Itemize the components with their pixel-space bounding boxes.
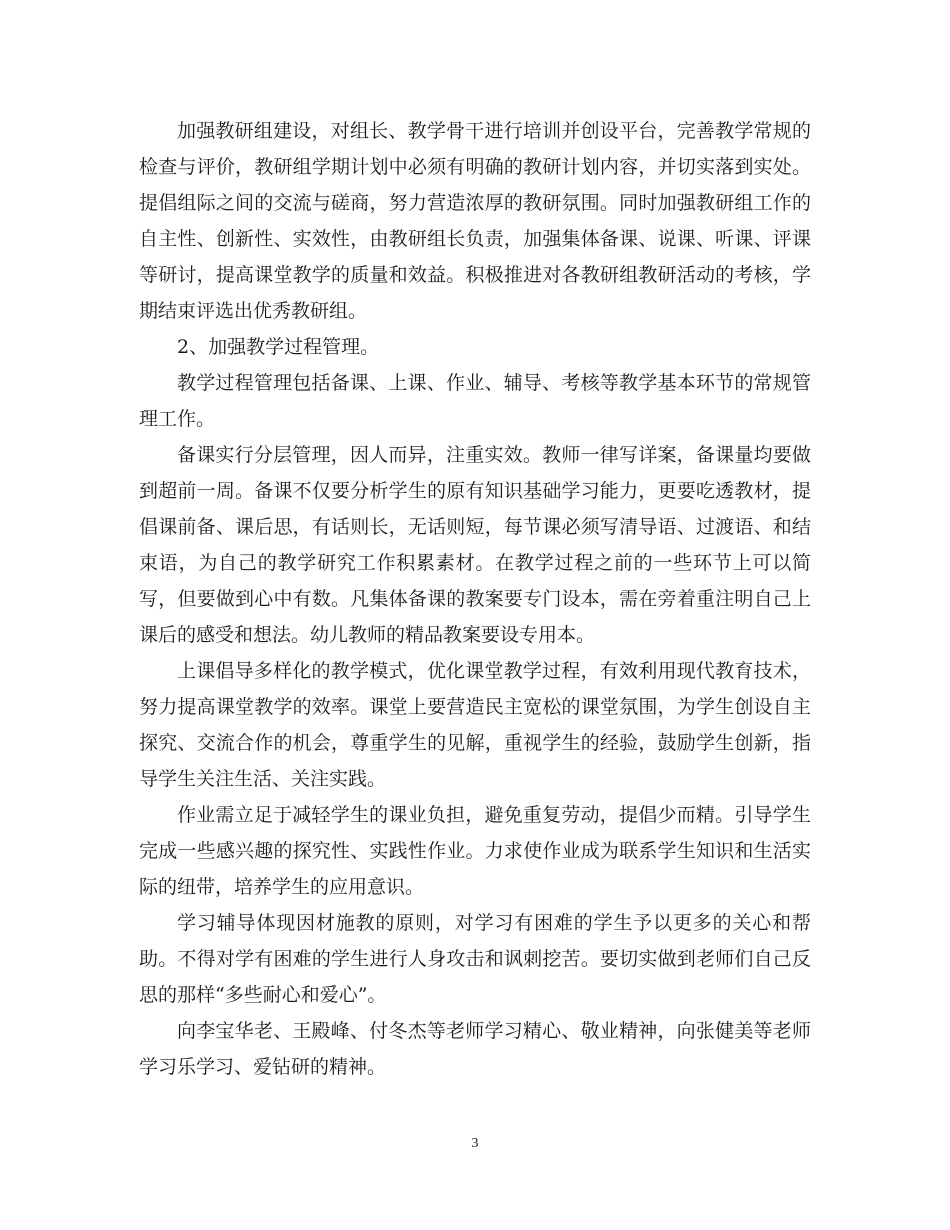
paragraph-learn-from-teachers: 向李宝华老、王殿峰、付冬杰等老师学习精心、敬业精神，向张健美等老师学习乐学习、爱钻研的精神。: [139, 1020, 811, 1078]
paragraph-homework: 作业需立足于减轻学生的课业负担，避免重复劳动，提倡少而精。引导学生完成一些感兴趣的探究性、实践性作业。力求使作业成为联系学生知识和生活实际的纽带，培养学生的应用意识。: [139, 804, 811, 898]
document-body: [139, 113, 811, 1085]
paragraph-classroom-teaching: 上课倡导多样化的教学模式，优化课堂教学过程，有效利用现代教育技术，努力提高课堂教学的效率。课堂上要营造民主宽松的课堂氛围，为学生创设自主探究、交流合作的机会，尊重学生的见解，重视学生的经验，鼓励学生创新，指导学生关注生活、关注实践。: [139, 660, 811, 790]
paragraph-teaching-research-group: 加强教研组建设，对组长、教学骨干进行培训并创设平台，完善教学常规的检查与评价，教研组学期计划中必须有明确的教研计划内容，并切实落到实处。提倡组际之间的交流与磋商，努力营造浓厚的教研氛围。同时加强教研组工作的自主性、创新性、实效性，由教研组长负责，加强集体备课、说课、听课、评课等研讨，提高课堂教学的质量和效益。积极推进对各教研组教研活动的考核，学期结束评选出优秀教研组。: [139, 120, 811, 322]
paragraph-process-management-scope: 教学过程管理包括备课、上课、作业、辅导、考核等教学基本环节的常规管理工作。: [139, 372, 811, 430]
paragraph-lesson-preparation: 备课实行分层管理，因人而异，注重实效。教师一律写详案，备课量均要做到超前一周。备课不仅要分析学生的原有知识基础学习能力，更要吃透教材，提倡课前备、课后思，有话则长，无话则短，每节课必须写清导语、过渡语、和结束语，为自己的教学研究工作积累素材。在教学过程之前的一些环节上可以简写，但要做到心中有数。凡集体备课的教案要专门设本，需在旁着重注明自己上课后的感受和想法。幼儿教师的精品教案要设专用本。: [139, 444, 811, 646]
paragraph-tutoring: 学习辅导体现因材施教的原则，对学习有困难的学生予以更多的关心和帮助。不得对学有困难的学生进行人身攻击和讽刺挖苦。要切实做到老师们自己反思的那样“多些耐心和爱心”。: [139, 912, 811, 1006]
page-number: 3: [471, 1136, 479, 1151]
paragraph-heading-process-management: 2、加强教学过程管理。: [177, 336, 380, 358]
